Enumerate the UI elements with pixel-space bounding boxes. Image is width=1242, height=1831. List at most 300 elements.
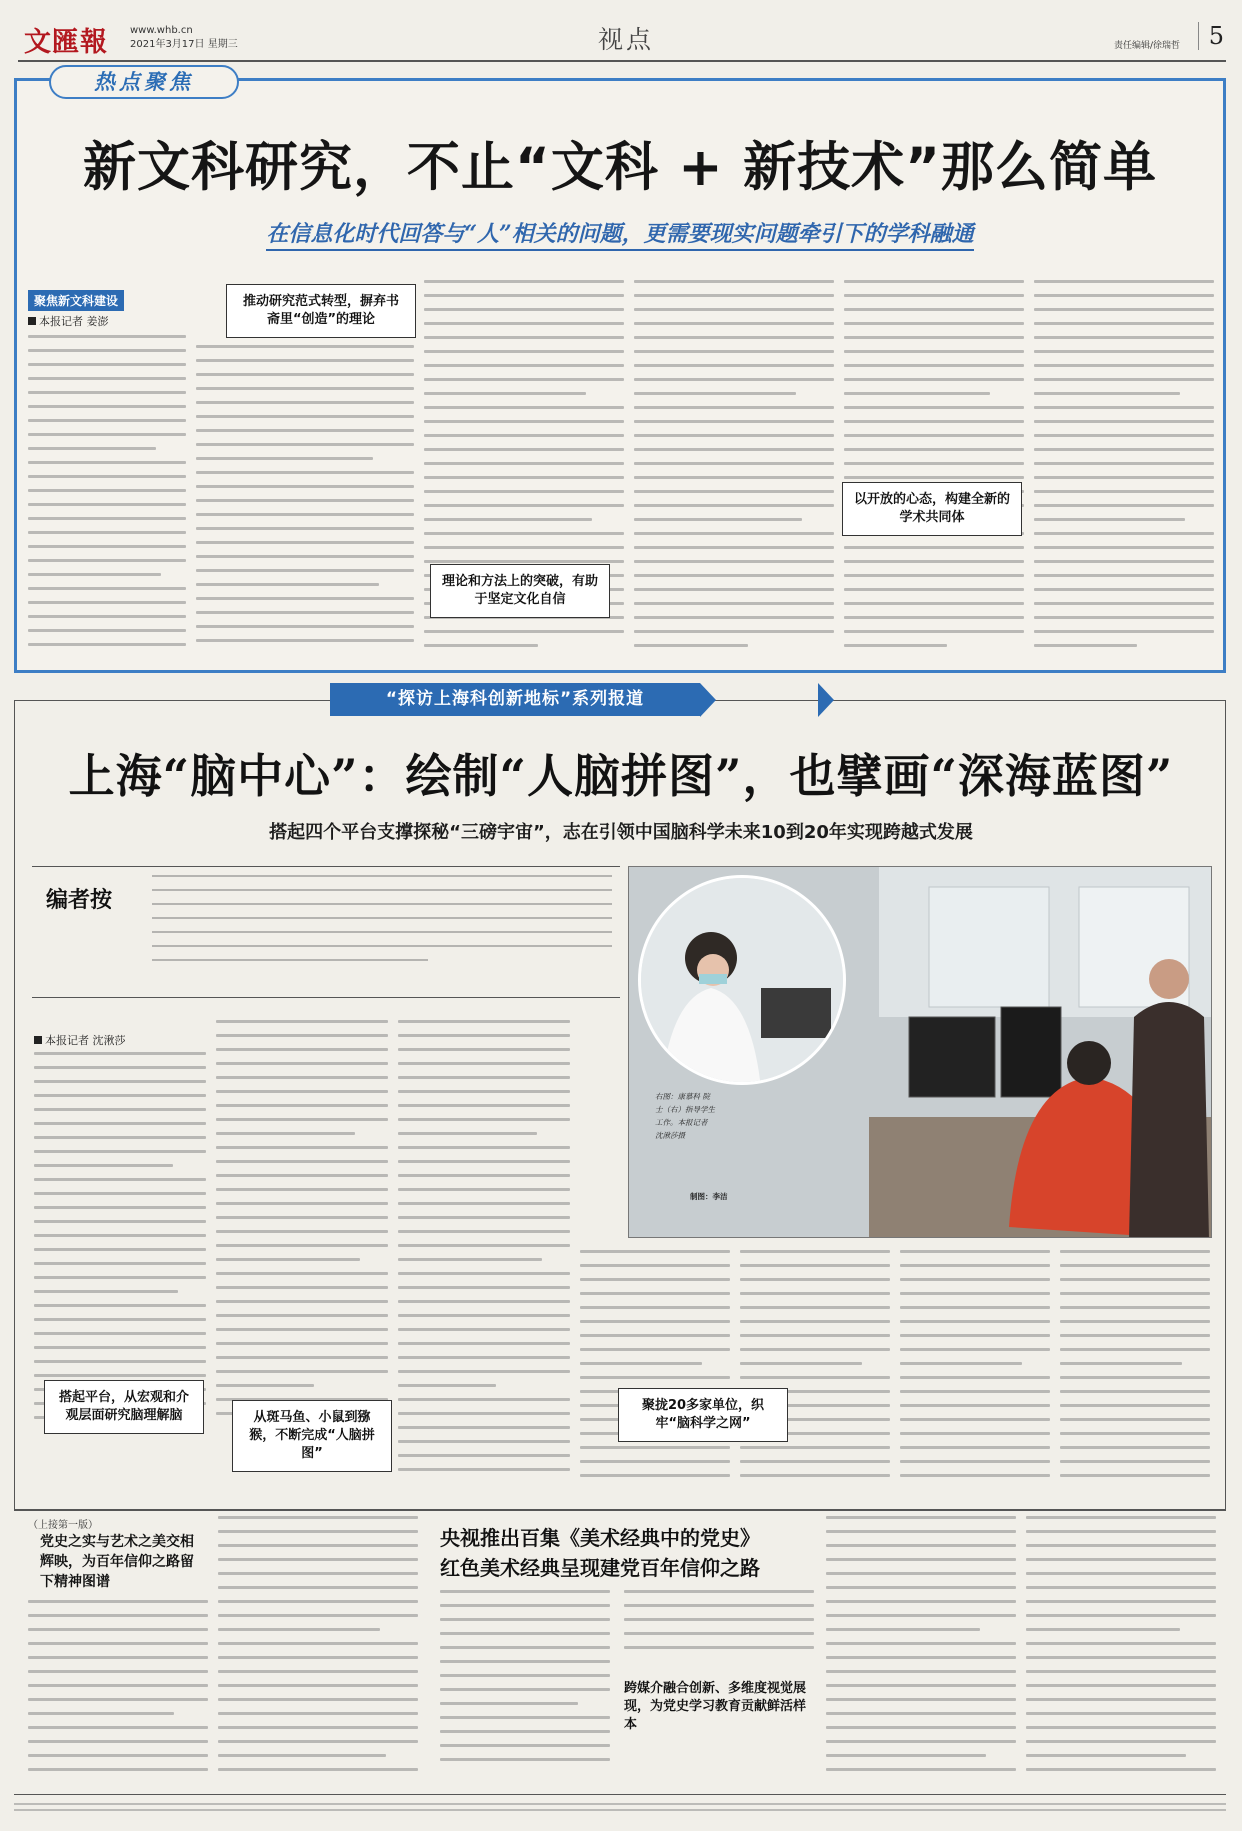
body-text-line [1060, 1362, 1182, 1365]
body-text-line [580, 1348, 730, 1351]
body-text-line [826, 1712, 1016, 1715]
body-text-line [398, 1104, 570, 1107]
footer-line [14, 1803, 1226, 1805]
bottom-center-subheadline: 红色美术经典呈现建党百年信仰之路 [440, 1556, 760, 1580]
body-text-line [1060, 1376, 1210, 1379]
body-text-line [440, 1688, 610, 1691]
body-text-line [826, 1698, 1016, 1701]
body-text-line [1034, 322, 1214, 325]
body-text-line [218, 1698, 418, 1701]
body-text-line [1026, 1628, 1180, 1631]
body-text-line [634, 602, 834, 605]
body-text-line [900, 1404, 1050, 1407]
body-text-line [398, 1202, 570, 1205]
body-text-line [218, 1656, 418, 1659]
body-text-line [218, 1712, 418, 1715]
body-text-line [740, 1334, 890, 1337]
body-text-line [424, 546, 624, 549]
body-text-line [1034, 518, 1185, 521]
body-text-line [216, 1104, 388, 1107]
body-text-line [216, 1174, 388, 1177]
masthead-site: www.whb.cn [130, 25, 193, 36]
shanghai-text-col-2 [216, 1020, 388, 1434]
body-text-line [634, 560, 834, 563]
body-text-line [634, 546, 834, 549]
body-text-line [218, 1740, 418, 1743]
body-text-line [34, 1178, 206, 1181]
body-text-line [28, 1712, 174, 1715]
body-text-line [1034, 644, 1137, 647]
body-text-line [218, 1670, 418, 1673]
body-text-line [34, 1150, 206, 1153]
body-text-line [1034, 336, 1214, 339]
body-text-line [634, 448, 834, 451]
body-text-line [424, 448, 624, 451]
body-text-line [826, 1600, 1016, 1603]
body-text-line [844, 462, 1024, 465]
body-text-line [1026, 1740, 1216, 1743]
body-text-line [28, 475, 186, 478]
body-text-line [424, 294, 624, 297]
body-text-line [440, 1744, 610, 1747]
body-text-line [216, 1188, 388, 1191]
body-text-line [740, 1474, 890, 1477]
body-text-line [218, 1572, 418, 1575]
body-text-line [34, 1080, 206, 1083]
body-text-line [1034, 308, 1214, 311]
body-text-line [398, 1426, 570, 1429]
body-text-line [900, 1320, 1050, 1323]
body-text-line [740, 1264, 890, 1267]
body-text-line [440, 1590, 610, 1593]
body-text-line [424, 322, 624, 325]
body-text-line [216, 1160, 388, 1163]
body-text-line [826, 1670, 1016, 1673]
body-text-line [196, 443, 414, 446]
body-text-line [28, 559, 186, 562]
shanghai-headline: 上海“脑中心”：绘制“人脑拼图”，也擘画“深海蓝图” [68, 749, 1174, 803]
body-text-line [424, 280, 624, 283]
body-text-line [740, 1348, 890, 1351]
body-text-line [424, 462, 624, 465]
feature-text-col-1 [28, 335, 186, 665]
body-text-line [900, 1306, 1050, 1309]
feature-headline: 新文科研究，不止“文科 + 新技术”那么简单 [83, 137, 1157, 198]
body-text-line [1026, 1698, 1216, 1701]
body-text-line [844, 546, 1024, 549]
body-text-line [580, 1278, 730, 1281]
body-text-line [398, 1356, 570, 1359]
body-text-line [1060, 1432, 1210, 1435]
shanghai-text-col-7 [1060, 1250, 1210, 1490]
shanghai-text-col-5 [740, 1250, 890, 1490]
editor-note-line [152, 875, 612, 877]
footer-line [14, 1809, 1226, 1811]
focus-tag: 热点聚焦 [49, 65, 239, 99]
shanghai-pull-quote-2: 从斑马鱼、小鼠到猕猴，不断完成“人脑拼图” [232, 1400, 392, 1472]
body-text-line [424, 560, 624, 563]
body-text-line [398, 1328, 570, 1331]
body-text-line [440, 1674, 610, 1677]
photo-caption: 右图：康慕科 院士（右）指导学生工作。本报记者 沈湫莎摄 [655, 1092, 715, 1140]
bottom-section-rule [14, 1510, 1226, 1511]
body-text-line [634, 644, 748, 647]
body-text-line [28, 349, 186, 352]
body-text-line [398, 1342, 570, 1345]
editor-note-line [152, 959, 428, 961]
body-text-line [580, 1460, 730, 1463]
body-text-line [28, 517, 186, 520]
body-text-line [1026, 1684, 1216, 1687]
body-text-line [740, 1278, 890, 1281]
body-text-line [440, 1646, 610, 1649]
body-text-line [28, 1670, 208, 1673]
editor-note-line [152, 945, 612, 947]
body-text-line [218, 1768, 418, 1771]
bottom-mid-headline: 跨媒介融合创新、多维度视觉展现，为党史学习教育贡献鲜活样本 [624, 1681, 807, 1732]
body-text-line [740, 1320, 890, 1323]
body-text-line [634, 336, 834, 339]
body-text-line [218, 1614, 418, 1617]
editor-note-text [152, 875, 612, 973]
body-text-line [28, 1726, 208, 1729]
body-text-line [398, 1188, 570, 1191]
body-text-line [216, 1020, 388, 1023]
body-text-line [28, 1628, 208, 1631]
body-text-line [1034, 616, 1214, 619]
body-text-line [28, 601, 186, 604]
body-text-line [1026, 1516, 1216, 1519]
masthead-rule [18, 60, 1226, 62]
body-text-line [216, 1216, 388, 1219]
body-text-line [826, 1768, 1016, 1771]
body-text-line [196, 359, 414, 362]
body-text-line [1060, 1348, 1210, 1351]
body-text-line [844, 602, 1024, 605]
body-text-line [440, 1716, 610, 1719]
body-text-line [1034, 532, 1214, 535]
shanghai-pull-quote-3: 聚拢20多家单位，织牢“脑科学之网” [618, 1388, 788, 1442]
body-text-line [424, 336, 624, 339]
body-text-line [844, 406, 1024, 409]
shanghai-pull-quote-1: 搭起平台，从宏观和介观层面研究脑理解脑 [44, 1380, 204, 1434]
body-text-line [844, 560, 1024, 563]
body-text-line [1026, 1572, 1216, 1575]
body-text-line [216, 1384, 314, 1387]
body-text-line [440, 1660, 610, 1663]
body-text-line [580, 1446, 730, 1449]
body-text-line [634, 574, 834, 577]
body-text-line [424, 630, 624, 633]
bottom-text-col-6 [1026, 1516, 1216, 1786]
body-text-line [826, 1530, 1016, 1533]
body-text-line [28, 629, 186, 632]
body-text-line [34, 1248, 206, 1251]
body-text-line [440, 1618, 610, 1621]
body-text-line [1034, 448, 1214, 451]
body-text-line [398, 1454, 570, 1457]
body-text-line [216, 1132, 355, 1135]
body-text-line [844, 644, 947, 647]
body-text-line [844, 420, 1024, 423]
bottom-text-col-2 [218, 1516, 418, 1786]
body-text-line [740, 1376, 890, 1379]
photo-credit: 制图：李洁 [690, 1192, 728, 1201]
feature-text-col-6 [1034, 280, 1214, 665]
body-text-line [1034, 490, 1214, 493]
body-text-line [398, 1384, 496, 1387]
body-text-line [1034, 294, 1214, 297]
body-text-line [634, 378, 834, 381]
body-text-line [634, 420, 834, 423]
body-text-line [34, 1206, 206, 1209]
body-text-line [900, 1376, 1050, 1379]
body-text-line [216, 1034, 388, 1037]
body-text-line [398, 1300, 570, 1303]
body-text-line [580, 1474, 730, 1477]
body-text-line [900, 1446, 1050, 1449]
body-text-line [28, 1642, 208, 1645]
body-text-line [1034, 602, 1214, 605]
body-text-line [900, 1474, 1050, 1477]
body-text-line [1034, 574, 1214, 577]
body-text-line [398, 1160, 570, 1163]
body-text-line [634, 392, 796, 395]
feature-pull-quote-3: 以开放的心态，构建全新的学术共同体 [842, 482, 1022, 536]
body-text-line [398, 1216, 570, 1219]
body-text-line [398, 1370, 570, 1373]
body-text-line [580, 1292, 730, 1295]
body-text-line [34, 1094, 206, 1097]
body-text-line [28, 461, 186, 464]
body-text-line [196, 345, 414, 348]
series-banner: “探访上海科创新地标”系列报道 [330, 683, 700, 716]
body-text-line [398, 1440, 570, 1443]
body-text-line [216, 1202, 388, 1205]
body-text-line [424, 504, 624, 507]
body-text-line [1060, 1250, 1210, 1253]
body-text-line [624, 1590, 814, 1593]
body-text-line [196, 471, 414, 474]
body-text-line [440, 1604, 610, 1607]
body-text-line [218, 1586, 418, 1589]
body-text-line [196, 597, 414, 600]
body-text-line [900, 1418, 1050, 1421]
body-text-line [34, 1318, 206, 1321]
body-text-line [826, 1726, 1016, 1729]
body-text-line [1060, 1390, 1210, 1393]
body-text-line [398, 1062, 570, 1065]
body-text-line [34, 1220, 206, 1223]
body-text-line [440, 1702, 578, 1705]
body-text-line [398, 1076, 570, 1079]
body-text-line [634, 630, 834, 633]
bottom-center-headline: 央视推出百集《美术经典中的党史》 [440, 1526, 760, 1550]
body-text-line [28, 615, 186, 618]
body-text-line [740, 1460, 890, 1463]
body-text-line [1060, 1460, 1210, 1463]
body-text-line [218, 1558, 418, 1561]
body-text-line [634, 518, 802, 521]
body-text-line [1026, 1530, 1216, 1533]
body-text-line [196, 555, 414, 558]
body-text-line [634, 476, 834, 479]
body-text-line [1026, 1656, 1216, 1659]
researcher-inset-photo [638, 875, 846, 1085]
body-text-line [196, 429, 414, 432]
body-text-line [216, 1118, 388, 1121]
body-text-line [634, 504, 834, 507]
body-text-line [28, 335, 186, 338]
body-text-line [196, 499, 414, 502]
body-text-line [34, 1346, 206, 1349]
body-text-line [218, 1754, 386, 1757]
body-text-line [844, 308, 1024, 311]
body-text-line [624, 1604, 814, 1607]
body-text-line [34, 1122, 206, 1125]
page-number: 5 [1198, 22, 1224, 50]
body-text-line [196, 625, 414, 628]
body-text-line [218, 1600, 418, 1603]
body-text-line [218, 1544, 418, 1547]
body-text-line [826, 1684, 1016, 1687]
body-text-line [424, 406, 624, 409]
body-text-line [398, 1468, 570, 1471]
body-text-line [580, 1320, 730, 1323]
body-text-line [196, 639, 414, 642]
body-text-line [1034, 476, 1214, 479]
body-text-line [1034, 560, 1214, 563]
body-text-line [844, 322, 1024, 325]
body-text-line [580, 1362, 702, 1365]
body-text-line [740, 1250, 890, 1253]
body-text-line [844, 434, 1024, 437]
feature-subheadline [17, 217, 1223, 248]
body-text-line [900, 1278, 1050, 1281]
body-text-line [196, 401, 414, 404]
body-text-line [28, 391, 186, 394]
body-text-line [1026, 1712, 1216, 1715]
body-text-line [216, 1342, 388, 1345]
body-text-line [398, 1048, 570, 1051]
body-text-line [634, 406, 834, 409]
body-text-line [634, 350, 834, 353]
bottom-text-col-3 [440, 1590, 610, 1785]
series-arrow-1 [700, 683, 716, 717]
body-text-line [196, 541, 414, 544]
body-text-line [28, 1600, 208, 1603]
body-text-line [634, 294, 834, 297]
body-text-line [216, 1286, 388, 1289]
body-text-line [844, 448, 1024, 451]
body-text-line [216, 1356, 388, 1359]
body-text-line [634, 588, 834, 591]
shanghai-subheadline: 搭起四个平台支撑探秘“三磅宇宙”，志在引领中国脑科学未来10到20年实现跨越式发展 [269, 822, 973, 843]
body-text-line [580, 1250, 730, 1253]
body-text-line [580, 1264, 730, 1267]
masthead-meta [130, 24, 238, 52]
body-text-line [398, 1174, 570, 1177]
body-text-line [218, 1628, 380, 1631]
body-text-line [398, 1398, 570, 1401]
body-text-line [398, 1020, 570, 1023]
body-text-line [1034, 280, 1214, 283]
body-text-line [196, 373, 414, 376]
body-text-line [196, 415, 414, 418]
body-text-line [398, 1412, 570, 1415]
body-text-line [580, 1376, 730, 1379]
inset-photo-art [641, 878, 846, 1085]
body-text-line [398, 1132, 537, 1135]
body-text-line [1060, 1474, 1210, 1477]
body-text-line [34, 1374, 206, 1377]
body-text-line [580, 1306, 730, 1309]
body-text-line [424, 350, 624, 353]
feature-pull-quote-1: 推动研究范式转型，摒弃书斋里“创造”的理论 [226, 284, 416, 338]
body-text-line [34, 1066, 206, 1069]
body-text-line [196, 457, 373, 460]
body-text-line [34, 1136, 206, 1139]
body-text-line [740, 1306, 890, 1309]
feature-text-col-5 [844, 280, 1024, 665]
paper-logo: 文匯報 [24, 27, 108, 58]
section-title: 视点 [598, 25, 655, 54]
body-text-line [440, 1632, 610, 1635]
body-text-line [34, 1052, 206, 1055]
masthead-date: 2021年3月17日 星期三 [130, 39, 238, 50]
body-text-line [28, 447, 156, 450]
body-text-line [424, 308, 624, 311]
shanghai-text-col-6 [900, 1250, 1050, 1490]
body-text-line [826, 1642, 1016, 1645]
body-text-line [216, 1272, 388, 1275]
body-text-line [580, 1334, 730, 1337]
body-text-line [28, 433, 186, 436]
body-text-line [1034, 588, 1214, 591]
feature-text-col-2 [196, 345, 414, 665]
body-text-line [218, 1530, 418, 1533]
body-text-line [34, 1304, 206, 1307]
body-text-line [1060, 1404, 1210, 1407]
body-text-line [440, 1758, 610, 1761]
body-text-line [216, 1048, 388, 1051]
body-text-line [900, 1460, 1050, 1463]
bottom-text-col-4 [624, 1590, 814, 1670]
body-text-line [34, 1108, 206, 1111]
body-text-line [216, 1090, 388, 1093]
feature-subheadline-text: 在信息化时代回答与“人”相关的问题，更需要现实问题牵引下的学科融通 [266, 221, 973, 251]
body-text-line [28, 1614, 208, 1617]
body-text-line [218, 1516, 418, 1519]
body-text-line [634, 462, 834, 465]
body-text-line [216, 1062, 388, 1065]
body-text-line [196, 387, 414, 390]
body-text-line [34, 1276, 206, 1279]
body-text-line [28, 531, 186, 534]
body-text-line [1060, 1278, 1210, 1281]
feature-byline: 本报记者 姜澎 [28, 313, 109, 329]
body-text-line [218, 1726, 418, 1729]
body-text-line [1060, 1446, 1210, 1449]
body-text-line [34, 1192, 206, 1195]
shanghai-text-col-3 [398, 1020, 570, 1490]
bottom-text-col-1 [28, 1600, 208, 1785]
body-text-line [740, 1292, 890, 1295]
body-text-line [28, 405, 186, 408]
body-text-line [844, 630, 1024, 633]
body-text-line [1026, 1768, 1216, 1771]
body-text-line [1034, 378, 1214, 381]
